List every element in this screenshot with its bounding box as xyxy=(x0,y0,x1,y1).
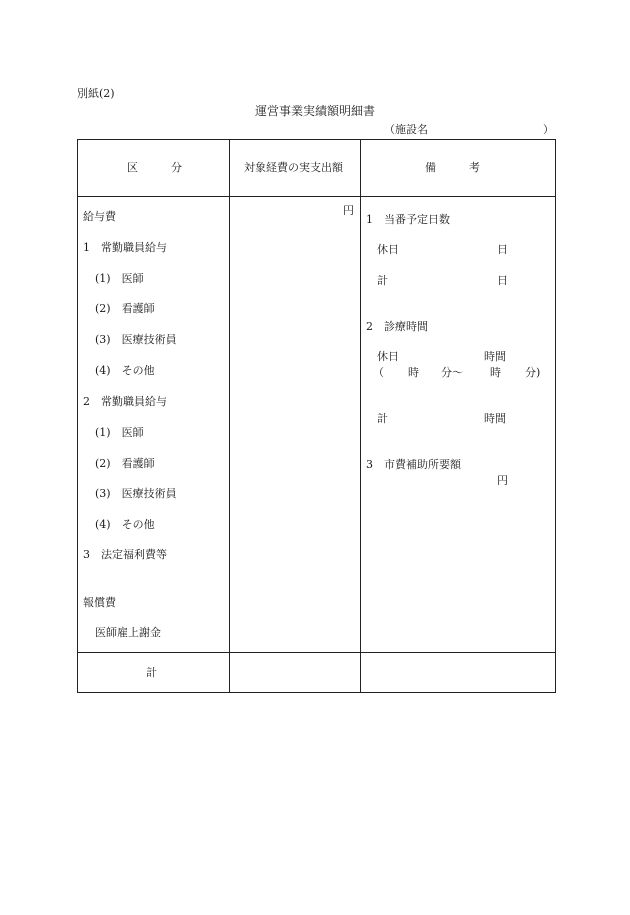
header-actual-expenditure: 対象経費の実支出額 xyxy=(244,161,343,174)
remarks-minute-to: 分) xyxy=(525,366,541,379)
facility-name-open: （施設名 xyxy=(384,123,428,136)
category-item: (1) 医師 xyxy=(95,426,144,439)
remarks-hours-unit: 時間 xyxy=(484,412,506,425)
category-item: (3) 医療技術員 xyxy=(95,333,177,346)
header-remarks: 備 考 xyxy=(425,161,480,174)
remarks-hour-to: 時 xyxy=(490,366,501,379)
remarks-hours-unit: 時間 xyxy=(484,350,506,363)
remarks-day-unit: 日 xyxy=(497,274,508,287)
category-full-time-staff: 1 常勤職員給与 xyxy=(83,241,167,254)
category-salary: 給与費 xyxy=(83,210,116,223)
remarks-day-unit: 日 xyxy=(497,243,508,256)
remarks-paren-open: （ xyxy=(373,366,384,379)
amount-yen-unit: 円 xyxy=(343,204,354,217)
remarks-minute-from: 分～ xyxy=(441,366,463,379)
category-item: (2) 看護師 xyxy=(95,457,155,470)
remarks-duty-days: 1 当番予定日数 xyxy=(366,213,450,226)
category-item: (4) その他 xyxy=(95,518,155,531)
remarks-subsidy: 3 市費補助所要額 xyxy=(366,458,461,471)
remarks-total-days-label: 計 xyxy=(377,274,388,287)
column-divider xyxy=(360,139,361,693)
category-remuneration: 報償費 xyxy=(83,596,116,609)
total-row-divider xyxy=(77,652,556,653)
remarks-hour-from: 時 xyxy=(408,366,419,379)
category-item: (4) その他 xyxy=(95,364,155,377)
column-divider xyxy=(229,139,230,693)
category-welfare: 3 法定福利費等 xyxy=(83,548,167,561)
document-title: 運営事業実績額明細書 xyxy=(255,104,376,118)
remarks-total-hours-label: 計 xyxy=(377,412,388,425)
header-row-divider xyxy=(77,196,556,197)
category-item: (1) 医師 xyxy=(95,272,144,285)
remarks-holiday-days-label: 休日 xyxy=(377,243,399,256)
category-staff-group: 2 常勤職員給与 xyxy=(83,395,167,408)
remarks-holiday-hours-label: 休日 xyxy=(377,350,399,363)
remarks-clinic-hours: 2 診療時間 xyxy=(366,320,428,333)
category-doctor-fee: 医師雇上謝金 xyxy=(95,626,161,639)
category-item: (3) 医療技術員 xyxy=(95,487,177,500)
header-category: 区 分 xyxy=(127,161,182,174)
facility-name-close: ） xyxy=(543,123,554,136)
attachment-label: 別紙(2) xyxy=(77,87,115,100)
total-label: 計 xyxy=(146,666,157,679)
remarks-yen-unit: 円 xyxy=(497,474,508,487)
category-item: (2) 看護師 xyxy=(95,302,155,315)
